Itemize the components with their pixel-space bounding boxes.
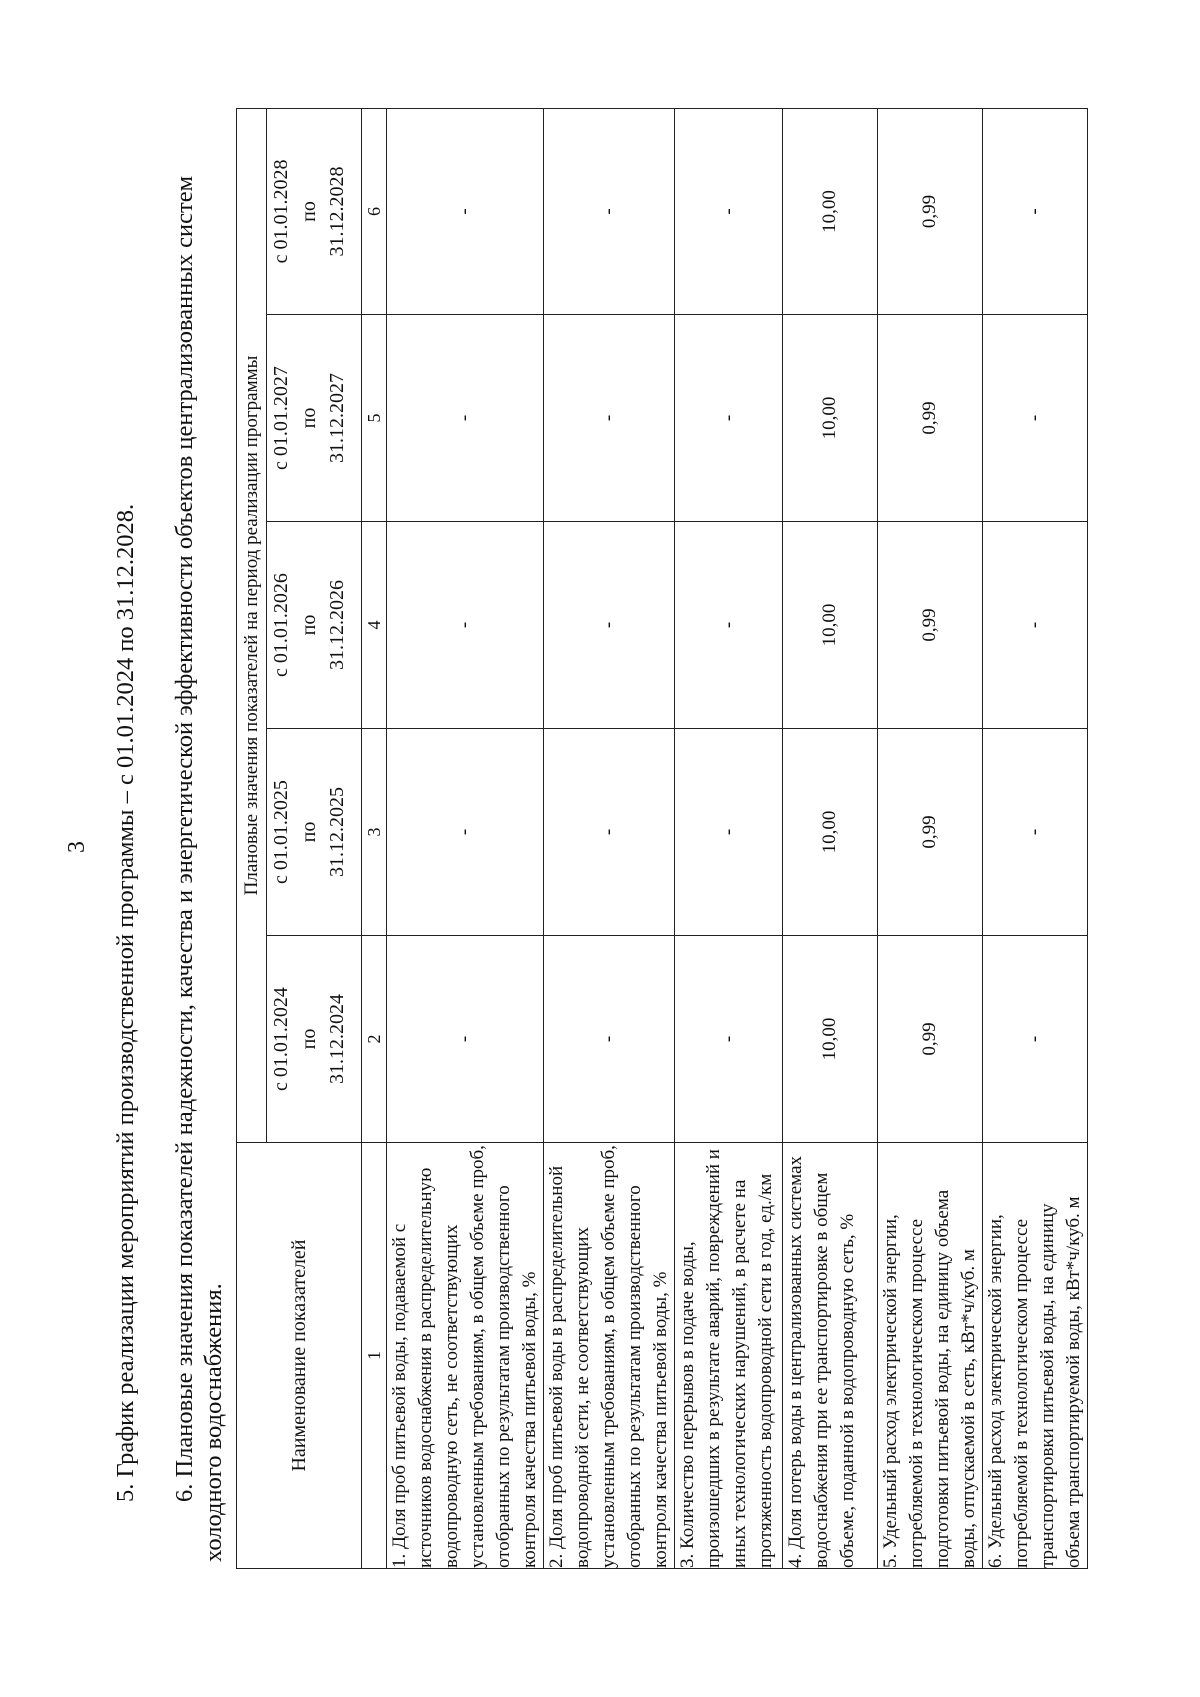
column-number: 2 (362, 936, 387, 1143)
indicator-value: 10,00 (783, 936, 878, 1143)
indicator-value: - (675, 936, 783, 1143)
header-planned-values: Плановые значения показателей на период реализации программы (237, 108, 267, 1142)
indicator-value: - (544, 936, 675, 1143)
indicator-value: 10,00 (783, 522, 878, 729)
header-period (267, 936, 362, 1143)
indicator-value: 0,99 (878, 522, 983, 729)
indicator-value: 0,99 (878, 108, 983, 314)
indicator-value: 10,00 (783, 108, 878, 314)
period-to: 31.12.2024 (326, 994, 348, 1084)
indicator-value: - (387, 936, 544, 1143)
table-row (387, 108, 544, 1568)
indicator-value: 0,99 (878, 936, 983, 1143)
column-number: 1 (362, 1143, 387, 1569)
indicator-value: - (983, 936, 1088, 1143)
table-row (544, 108, 675, 1568)
indicator-value: 0,99 (878, 315, 983, 522)
table-row (983, 108, 1088, 1568)
section-6-heading: 6. Плановые значения показателей надежности, качества и энергетической эффективности объектов централизованных систем холодного водоснабжения. (171, 175, 227, 1562)
indicator-value: 0,99 (878, 729, 983, 936)
indicator-value: - (675, 522, 783, 729)
indicator-value: - (544, 315, 675, 522)
table-row (675, 108, 783, 1568)
period-to: 31.12.2028 (326, 166, 348, 257)
indicator-value: - (387, 729, 544, 936)
period-to: 31.12.2025 (326, 787, 348, 877)
period-po: по (298, 1028, 320, 1050)
period-from: с 01.01.2028 (270, 159, 292, 264)
period-from: с 01.01.2024 (270, 987, 292, 1091)
column-number: 3 (362, 729, 387, 936)
indicator-value: - (983, 522, 1088, 729)
indicator-value: - (544, 108, 675, 314)
period-po: по (298, 201, 320, 222)
indicator-value: - (983, 315, 1088, 522)
table-row (878, 108, 983, 1568)
indicator-value: - (983, 108, 1088, 314)
period-from: с 01.01.2026 (270, 573, 292, 677)
period-to: 31.12.2026 (326, 580, 348, 670)
column-number: 6 (362, 108, 387, 314)
header-period (267, 315, 362, 522)
indicators-table (236, 108, 1088, 1569)
column-number-row (362, 108, 387, 1568)
indicator-value: - (387, 522, 544, 729)
indicator-value: 10,00 (783, 729, 878, 936)
indicator-label: 6. Удельный расход электрической энергии, потребляемой в технологическом процессе транспортировки питьевой воды, на единицу объема транспортируемой воды, кВт*ч/куб. м (983, 1143, 1088, 1569)
indicator-label: 2. Доля проб питьевой воды в распределительной водопроводной сети, не соответствующих установленным требованиям, в общем объеме проб, отобранных по результатам производственного контроля качества питьевой воды, % (544, 1143, 675, 1569)
indicator-value: 10,00 (783, 315, 878, 522)
indicator-label: 3. Количество перерывов в подаче воды, произошедших в результате аварий, повреждений и иных технологических нарушений, в расчете на протяженность водопроводной сети в год, ед./км (675, 1143, 783, 1569)
period-to: 31.12.2027 (326, 373, 348, 463)
indicator-value: - (675, 315, 783, 522)
indicator-label: 1. Доля проб питьевой воды, подаваемой с источников водоснабжения в распределительную водопроводную сеть, не соответствующих установленным требованиям, в общем объеме проб, отобранных по результатам производственного контроля качества питьевой воды, % (387, 1143, 544, 1569)
indicator-label: 5. Удельный расход электрической энергии, потребляемой в технологическом процессе подготовки питьевой воды, на единицу объема воды, отпускаемой в сеть, кВт*ч/куб. м (878, 1143, 983, 1569)
indicator-value: - (983, 729, 1088, 936)
table-body (387, 108, 1088, 1568)
indicator-value: - (675, 729, 783, 936)
indicator-value: - (544, 522, 675, 729)
header-period (267, 522, 362, 729)
indicator-value: - (387, 315, 544, 522)
period-po: по (298, 614, 320, 636)
header-period (267, 108, 362, 314)
indicator-value: - (387, 108, 544, 314)
header-period (267, 729, 362, 936)
header-indicator-name: Наименование показателей (237, 1143, 362, 1569)
period-po: по (298, 821, 320, 843)
period-from: с 01.01.2025 (270, 780, 292, 884)
column-number: 5 (362, 315, 387, 522)
period-po: по (298, 407, 320, 429)
indicator-value: - (544, 729, 675, 936)
table-row (783, 108, 878, 1568)
indicator-value: - (675, 108, 783, 314)
section-5-heading: 5. График реализации мероприятий производственной программы – с 01.01.2024 по 31.12.2028. (112, 503, 139, 1502)
period-from: с 01.01.2027 (270, 366, 292, 470)
page-number: 3 (64, 841, 90, 853)
column-number: 4 (362, 522, 387, 729)
indicator-label: 4. Доля потерь воды в централизованных системах водоснабжения при ее транспортировке в общем объеме, поданной в водопроводную сеть, % (783, 1143, 878, 1569)
